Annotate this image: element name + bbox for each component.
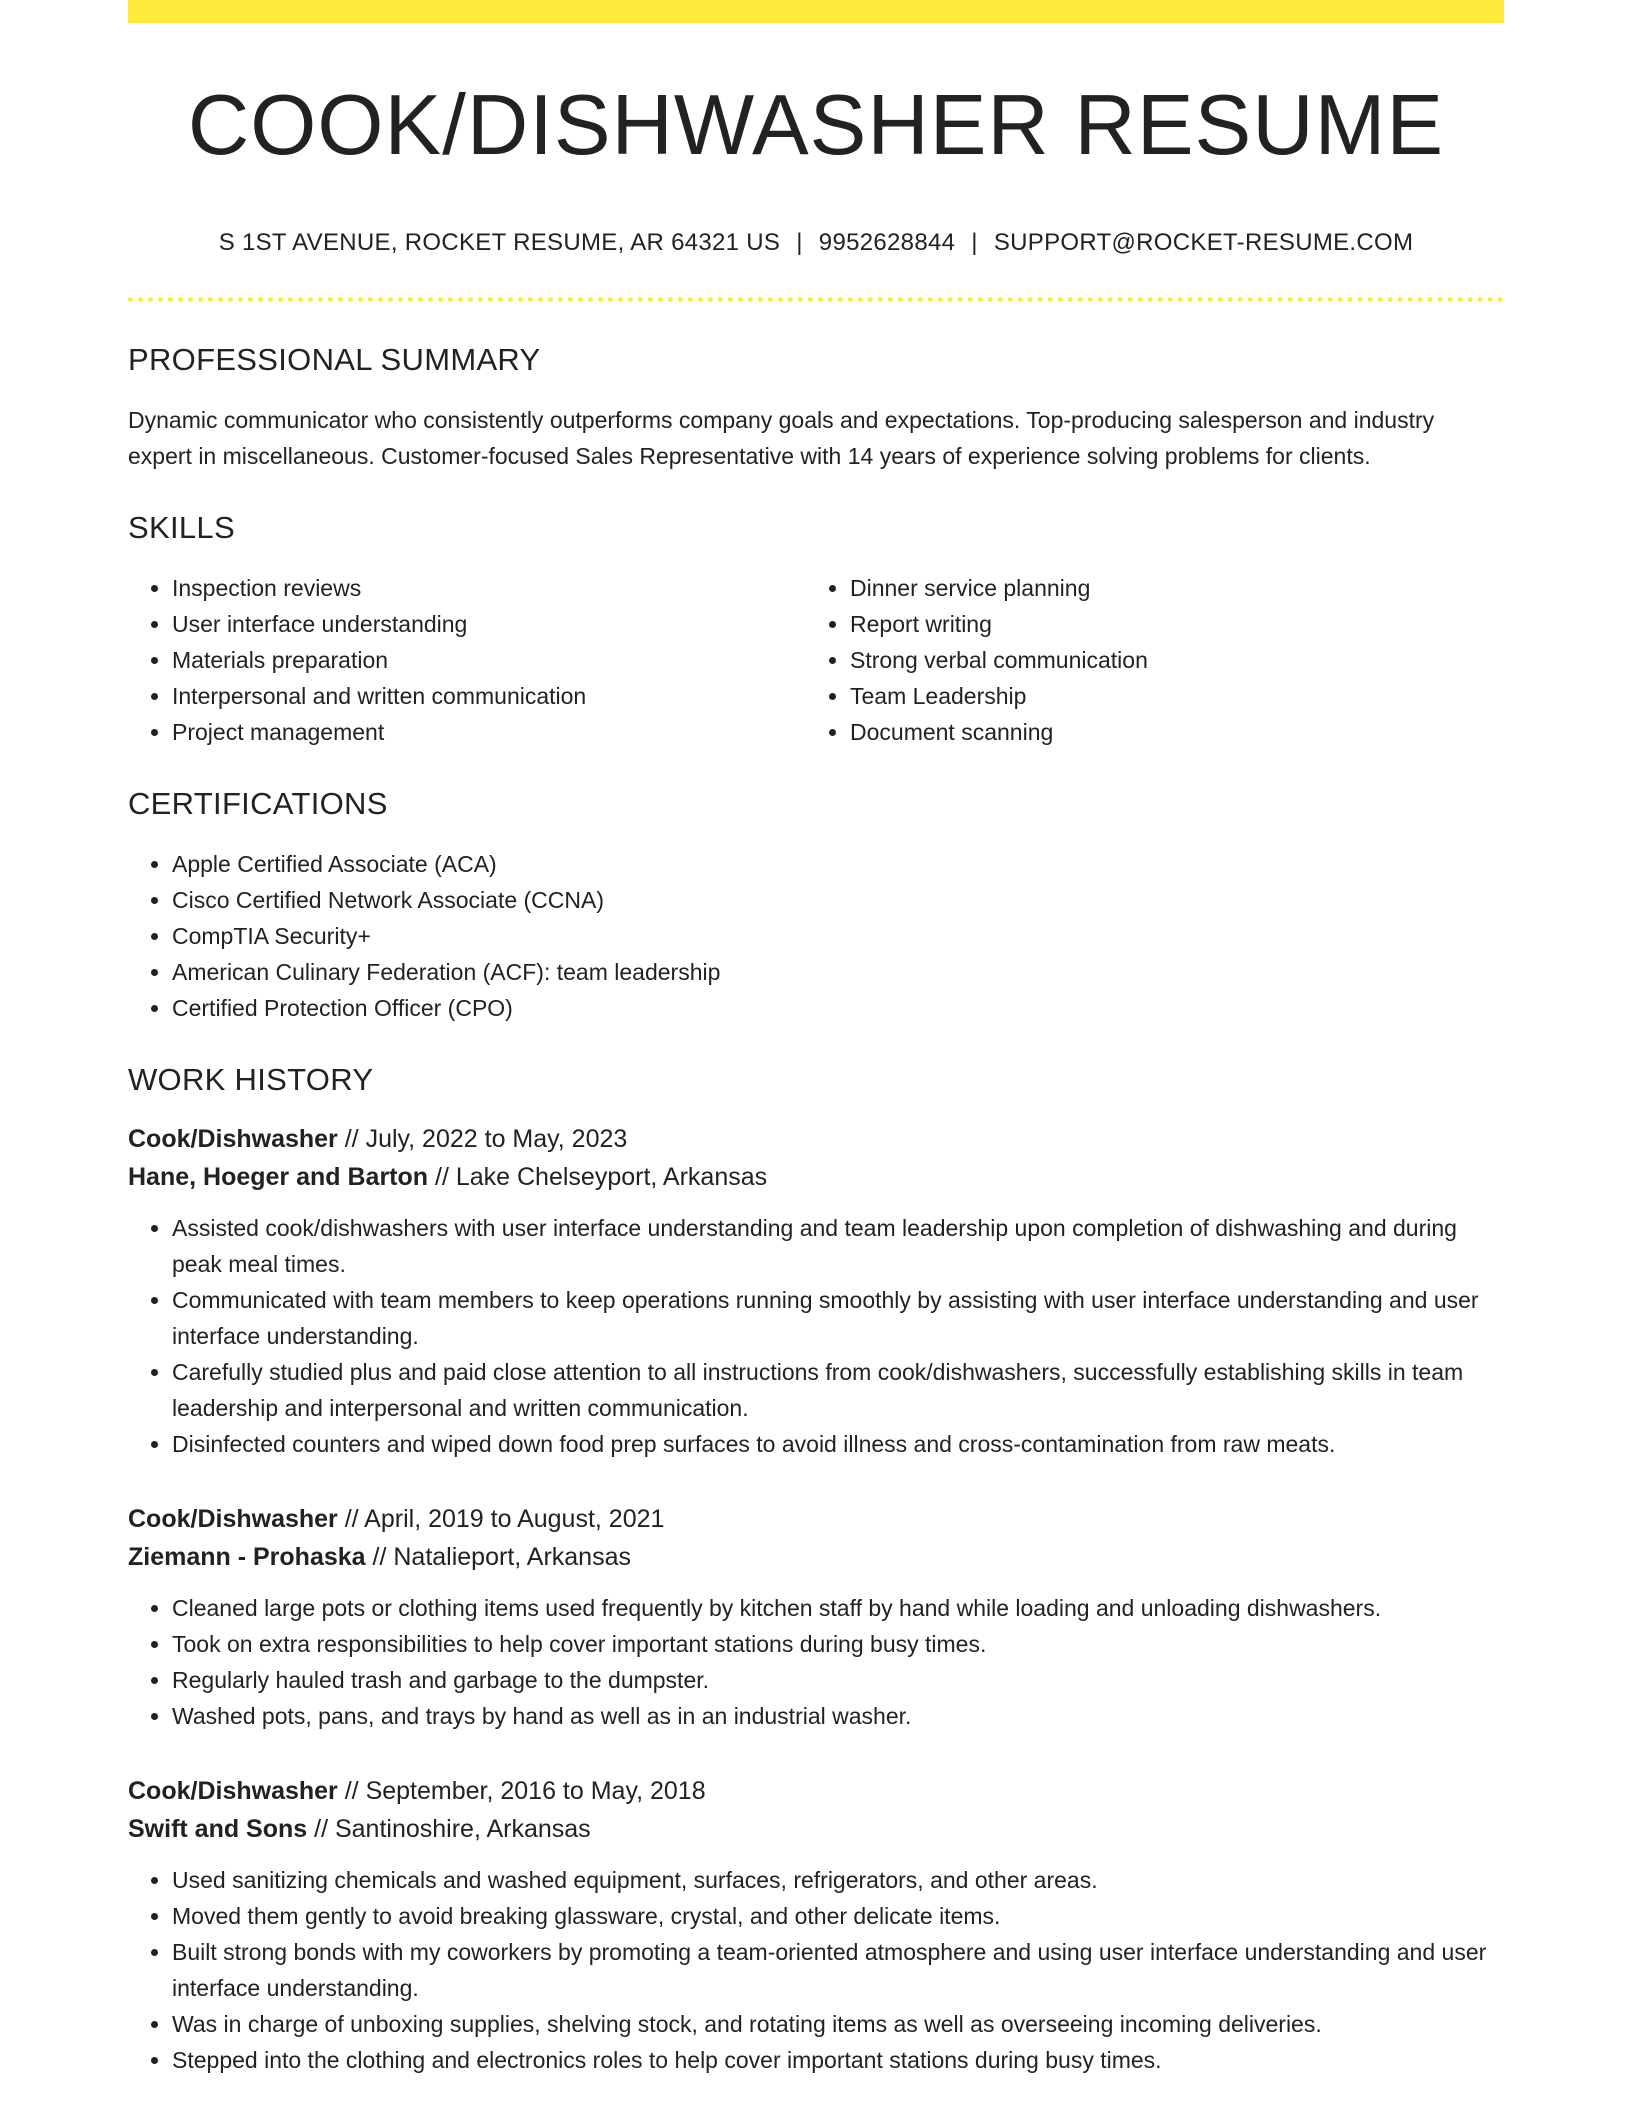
job-bullet: • Used sanitizing chemicals and washed equipment, surfaces, refrigerators, and other areas. [172,1862,1504,1898]
skill-item: • Inspection reviews [172,570,806,606]
job-title-line [128,1772,1504,1810]
summary-text: Dynamic communicator who consistently outperforms company goals and expectations. Top-producing salesperson and industry expert in miscellaneous. Customer-focused Sales Representative with 14 years of experience solving problems for clients. [128,407,1435,469]
job-bullet: • Carefully studied plus and paid close attention to all instructions from cook/dishwashers, successfully establishing skills in team leadership and interpersonal and written communication. [172,1354,1504,1426]
job-title: Cook/Dishwasher [128,1777,338,1805]
dotted-divider [128,297,1504,302]
job-company-line [128,1810,1504,1848]
skills-heading: SKILLS [128,510,235,545]
job-bullets [128,1862,1504,2078]
certifications-heading: CERTIFICATIONS [128,786,388,821]
job-bullet: • Regularly hauled trash and garbage to the dumpster. [172,1662,1504,1698]
job-company: Swift and Sons [128,1815,308,1843]
skill-item: • Dinner service planning [850,570,1484,606]
skill-item: • Strong verbal communication [850,642,1484,678]
job-location: // Natalieport, Arkansas [365,1543,631,1571]
skills-list-right [806,570,1484,750]
skill-item: • Document scanning [850,714,1484,750]
skill-item: • Materials preparation [172,642,806,678]
job-bullet: • Took on extra responsibilities to help cover important stations during busy times. [172,1626,1504,1662]
skills-list-left [128,570,806,750]
job-bullet: • Washed pots, pans, and trays by hand as well as in an industrial washer. [172,1698,1504,1734]
job-title-line [128,1120,1504,1158]
contact-separator: | [971,229,978,256]
contact-address: S 1ST AVENUE, ROCKET RESUME, AR 64321 US [218,229,781,256]
job-bullet: • Built strong bonds with my coworkers by promoting a team-oriented atmosphere and using user interface understanding and user interface understanding. [172,1934,1504,2006]
certifications-list [128,846,1504,1026]
job-bullet: • Assisted cook/dishwashers with user interface understanding and team leadership upon completion of dishwashing and during peak meal times. [172,1210,1504,1282]
skill-item: • Interpersonal and written communication [172,678,806,714]
job-entry [128,1120,1504,1462]
job-bullets [128,1590,1504,1734]
accent-bar [128,0,1504,23]
job-company-line [128,1538,1504,1576]
job-company: Hane, Hoeger and Barton [128,1163,429,1191]
job-dates: // July, 2022 to May, 2023 [337,1125,628,1153]
certification-item: • CompTIA Security+ [172,918,1504,954]
job-location: // Lake Chelseyport, Arkansas [428,1163,768,1191]
contact-line [128,229,1504,257]
certification-item: • Certified Protection Officer (CPO) [172,990,1504,1026]
skill-item: • Team Leadership [850,678,1484,714]
summary-heading: PROFESSIONAL SUMMARY [128,342,541,377]
skills-grid [128,570,1504,750]
job-title-line [128,1500,1504,1538]
job-title: Cook/Dishwasher [128,1505,338,1533]
skill-item: • Report writing [850,606,1484,642]
skill-item: • Project management [172,714,806,750]
job-bullet: • Was in charge of unboxing supplies, shelving stock, and rotating items as well as overseeing incoming deliveries. [172,2006,1504,2042]
work-history-heading: WORK HISTORY [128,1062,374,1097]
contact-phone: 9952628844 [818,229,956,256]
contact-separator: | [796,229,803,256]
job-bullet: • Cleaned large pots or clothing items used frequently by kitchen staff by hand while loading and unloading dishwashers. [172,1590,1504,1626]
job-bullet: • Stepped into the clothing and electronics roles to help cover important stations during busy times. [172,2042,1504,2078]
job-bullet: • Communicated with team members to keep operations running smoothly by assisting with user interface understanding and user interface understanding. [172,1282,1504,1354]
certification-item: • Apple Certified Associate (ACA) [172,846,1504,882]
job-dates: // April, 2019 to August, 2021 [337,1505,665,1533]
job-bullet: • Disinfected counters and wiped down food prep surfaces to avoid illness and cross-contamination from raw meats. [172,1426,1504,1462]
resume-page [128,0,1504,2078]
job-bullet: • Moved them gently to avoid breaking glassware, crystal, and other delicate items. [172,1898,1504,1934]
resume-title: COOK/DISHWASHER RESUME [187,78,1445,173]
job-title: Cook/Dishwasher [128,1125,338,1153]
contact-email: SUPPORT@ROCKET-RESUME.COM [993,229,1414,256]
job-dates: // September, 2016 to May, 2018 [337,1777,706,1805]
skill-item: • User interface understanding [172,606,806,642]
job-entry [128,1772,1504,2078]
job-company-line [128,1158,1504,1196]
job-entry [128,1500,1504,1734]
certification-item: • American Culinary Federation (ACF): team leadership [172,954,1504,990]
skills-column-right [806,570,1484,750]
certification-item: • Cisco Certified Network Associate (CCNA) [172,882,1504,918]
job-location: // Santinoshire, Arkansas [307,1815,591,1843]
job-company: Ziemann - Prohaska [128,1543,366,1571]
skills-column-left [128,570,806,750]
job-bullets [128,1210,1504,1462]
